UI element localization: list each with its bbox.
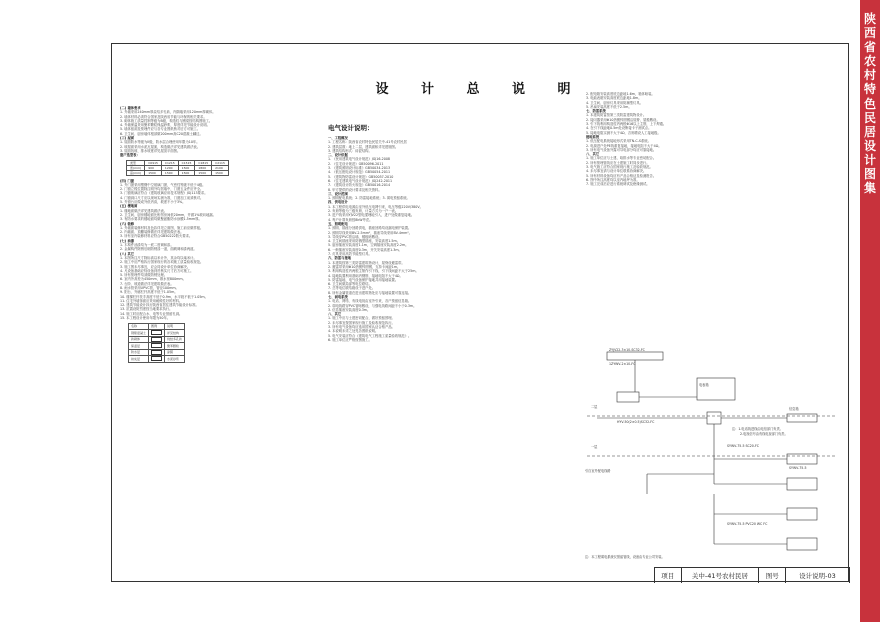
section-heading: (七) 油漆 xyxy=(120,238,135,243)
atlas-title-char: 农 xyxy=(863,54,876,69)
electrical-notes-heading: 电气设计说明： xyxy=(328,124,374,132)
note-line: 3. 所有室内装修材料应符合GB50222防火要求。 xyxy=(120,234,193,239)
note-line: 5. 接地电阻实测不大于4Ω，否则增设人工接地极。 xyxy=(586,130,661,135)
note-line: 7. 灯具采用高效节能型灯具。 xyxy=(328,252,372,257)
note-line: 3. 电气施工应符合国家现行施工及验收规范。 xyxy=(586,165,653,170)
table-cell: 涂膜 xyxy=(165,349,185,356)
note-line: 3. 进户线采用YJV22型电缆埋地引入，进户处做重复接地。 xyxy=(328,213,415,218)
diagram-label: SYWV-75-5 PVC20 WC FC xyxy=(727,522,768,526)
note-line: 1. 低压配电系统接地形式采用TN-C-S系统。 xyxy=(586,139,651,144)
table-cell: 900 xyxy=(145,165,162,170)
table-row xyxy=(129,356,185,363)
table-cell: 1500 xyxy=(178,170,195,175)
note-line: 1. 施工中应与土建密切配合，做好预留预埋。 xyxy=(328,316,395,321)
note-line: 3. 门窗玻璃应符合《建筑玻璃应用技术规程》JGJ113要求。 xyxy=(120,191,208,196)
note-line: 6. 卫生间、厨房墙体根部做200mm高C20混凝土翻边。 xyxy=(120,131,203,136)
note-line: 2. 配电箱安装高度底边距地1.6m，箱体暗装。 xyxy=(586,92,655,96)
section-heading: (四) 门窗 xyxy=(120,178,135,183)
diagram-label: HYV-50(2×0.5)SC32-FC xyxy=(617,420,655,424)
note-line: 9. 阳台、外廊栏杆高度不低于1.05m。 xyxy=(120,290,178,295)
note-line: 6. 图中所注高度均以室内地坪为准。 xyxy=(586,177,640,182)
note-line: 2. 金属构件除锈后刷防锈漆一道，面刷调和漆两道。 xyxy=(120,247,197,252)
table-cell: C1215 xyxy=(161,160,178,165)
section-heading: 二、设计依据 xyxy=(328,153,348,158)
note-line: 14. 施工时应配合水、电等专业预留孔洞。 xyxy=(120,311,183,316)
table-row xyxy=(129,343,185,350)
table-cell: 高(mm) xyxy=(127,170,145,175)
note-line: 2. 门窗立樘位置除注明外均居墙中，门窗五金件应齐全。 xyxy=(120,187,204,192)
diagram-label: 二层 xyxy=(591,405,598,409)
table-cell: 1500 xyxy=(212,170,229,175)
note-line: 3. 有防水要求的楼地面均做聚氨酯防水涂膜1.5mm厚。 xyxy=(120,217,202,222)
table-cell: 防水层 xyxy=(129,349,149,356)
note-line: 6. 室内外高差为450mm，散水宽800mm。 xyxy=(120,277,186,282)
table-cell: 说明 xyxy=(165,324,185,330)
legend-symbol xyxy=(151,330,162,335)
section-heading: (八) 其它 xyxy=(120,251,135,256)
note-line: 3. 《建筑照明设计标准》GB50034-2013 xyxy=(328,166,391,171)
section-heading: 八、其它 xyxy=(586,152,600,157)
table-cell: 聚苯颗粒 xyxy=(165,343,185,350)
note-line: 1. 外门窗采用塑钢中空玻璃门窗，气密性等级不低于4级。 xyxy=(120,182,206,187)
title-block-project-label: 项目 xyxy=(655,568,682,583)
table-cell: 砖砌体 xyxy=(129,336,149,343)
atlas-title-char: 西 xyxy=(863,26,876,41)
atlas-title-char: 图 xyxy=(863,167,876,182)
diagram-label: 信息箱 xyxy=(789,407,799,411)
drawing-sheet xyxy=(111,43,849,582)
note-line: 5. 所有预埋件均须做防锈处理。 xyxy=(120,273,168,278)
note-line: 4. 《低压配电设计规范》GB50054-2011 xyxy=(328,170,391,175)
legend-symbol xyxy=(151,343,162,348)
table-cell: 2100 xyxy=(212,165,229,170)
note-line: 4. 接地装置利用基础内钢筋，接地电阻不大于4Ω。 xyxy=(328,273,403,278)
note-line: 2. 接闪器采用Φ10热镀锌圆钢沿屋脊、屋檐敷设。 xyxy=(586,117,660,122)
section-heading: 接地系统 xyxy=(586,134,600,139)
section-heading: 三、设计范围 xyxy=(328,191,348,196)
section-heading: 七、弱电系统 xyxy=(328,294,348,299)
section-heading: 五、照明配电 xyxy=(328,221,348,226)
note-line: 2. 弱电线路穿PVC管暗敷设，与强电线路间距不小于0.3m。 xyxy=(328,303,417,308)
note-line: 7. 总等电位联结箱设于进户处。 xyxy=(328,286,376,291)
diagram-label: 引自室外配电线路 xyxy=(585,469,611,473)
note-line: 5. 吊扇安装高度不低于2.5m。 xyxy=(586,104,632,109)
note-line: 2. 未尽事宜按国家现行施工及验收规范执行。 xyxy=(328,320,395,325)
window-schedule-table xyxy=(126,160,229,176)
section-heading: (二) 墙体要求 xyxy=(120,106,141,110)
note-line: 12. 建筑节能设计执行陕西省居住建筑节能设计标准。 xyxy=(120,303,199,308)
note-line: 3. 利用构造柱内两根主筋作引下线，引下线间距不大于25m。 xyxy=(328,269,419,274)
diagram-label: SYWV-75-5 xyxy=(789,466,807,470)
diagram-note: 注：本工程弱电系统仅预留管线，设备由专业公司安装。 xyxy=(585,555,665,559)
note-line: 4. 外墙保温采用聚苯颗粒保温砂浆，厚度详见节能设计说明。 xyxy=(120,123,210,128)
note-line: 3. 导线穿PVC管沿墙、楼板暗敷设。 xyxy=(328,234,382,239)
atlas-title-char: 集 xyxy=(863,181,876,196)
atlas-title-char: 民 xyxy=(863,110,876,125)
material-legend-table xyxy=(128,323,185,363)
table-cell: 1200 xyxy=(161,165,178,170)
atlas-title-char: 居 xyxy=(863,124,876,139)
table-cell: 1500 xyxy=(161,170,178,175)
section-heading: (三) 屋面 xyxy=(120,136,135,141)
note-line: 3. 引下线利用构造柱内两根Φ16以上主筋，上下焊通。 xyxy=(586,122,667,127)
table-cell: 详见结构 xyxy=(165,330,185,337)
note-line: 1. 施工单位应与土建、给排水等专业密切配合。 xyxy=(586,156,657,161)
note-line: 6. 卫生间做局部等电位联结。 xyxy=(328,282,372,287)
table-row xyxy=(129,330,185,337)
atlas-title-char: 陕 xyxy=(863,12,876,26)
atlas-title-char: 计 xyxy=(863,152,876,167)
note-line: 3. 建筑结构形式：砖混结构。 xyxy=(328,148,372,153)
diagram-label: ZYJV22-3×10-SC32-FC xyxy=(609,348,645,352)
note-line: 3. 施工图未尽事宜，应会同设计单位协商解决。 xyxy=(120,264,191,269)
note-line: 1. 照明配电系统；2. 防雷接地系统；3. 弱电预留系统。 xyxy=(328,196,410,201)
note-line: 4. 在引下线距地0.5m处设断接卡子测试点。 xyxy=(586,126,652,131)
table-cell: 宽(mm) xyxy=(127,165,145,170)
note-line: 5. 外窗台应做成外低内高，坡度不小于3%。 xyxy=(120,200,186,205)
note-line: 2. 负荷等级为三级负荷，计量方式为一户一表。 xyxy=(328,209,399,214)
diagram-label: 一层 xyxy=(591,445,598,449)
section-heading: (五) 楼地面 xyxy=(120,204,138,209)
note-line: 5. 厨房插座安装高度1.1m，空调插座安装高度2.2m。 xyxy=(328,243,409,248)
note-line: 4. 卫生间插座采用防溅型插座，安装高度1.5m。 xyxy=(328,239,400,244)
page-title: 设 计 总 说 明 xyxy=(375,82,585,97)
table-cell: 类型 xyxy=(127,160,145,165)
table-cell: 钢筋混凝土 xyxy=(129,330,149,337)
note-line: 5. 防雷接地、电气设备保护接地共用接地装置。 xyxy=(328,277,399,282)
table-cell: C0915 xyxy=(145,160,162,165)
diagram-label: 2.电视信号由有线电视部门负责。 xyxy=(740,432,788,436)
table-row xyxy=(129,336,185,343)
note-line: 4. 未尽事宜请与设计单位联系协商解决。 xyxy=(586,169,647,174)
table-cell: 1800 xyxy=(195,165,212,170)
table-row xyxy=(127,170,229,175)
note-line: 7. 《建筑设计防火规范》GB50016-2014 xyxy=(328,183,391,188)
note-line: 4. 卫生间、厨房灯具采用防潮型灯具。 xyxy=(586,100,643,105)
note-line: 6. 一般插座安装高度0.3m，开关安装高度1.3m。 xyxy=(328,247,402,252)
note-line: 8. 甲方提供的设计要求及相关资料。 xyxy=(328,187,382,192)
note-line: 1. 外墙面装修材料及色彩详见立面图，施工前应做样板。 xyxy=(120,225,204,230)
table-cell: C1515 xyxy=(178,160,195,165)
system-diagram-lines xyxy=(577,344,847,566)
note-line: 4. 凡设备基础应待设备到货核实尺寸后方可施工。 xyxy=(120,268,194,273)
title-block-drawing-label: 图号 xyxy=(759,568,786,583)
title-block-drawing-number: 设计说明-03 xyxy=(786,568,850,583)
diagram-label: 电表箱 xyxy=(699,383,709,387)
note-line: 1. 外墙采用240mm厚烧结多孔砖，内隔墙采用120mm厚砌体。 xyxy=(120,110,216,115)
note-line: 2. 施工中应严格执行国家现行的各项施工质量验收规范。 xyxy=(120,260,204,265)
note-line: 3. 信息插座安装高度0.3m。 xyxy=(328,307,371,312)
table-cell: 1500 xyxy=(178,165,195,170)
table-cell: 名称 xyxy=(129,324,149,330)
note-line: 3. 所有电气设备外露可导电部分均应可靠接地。 xyxy=(586,147,657,152)
atlas-title-char: 色 xyxy=(863,96,876,111)
note-line: 3. 所有电气设备均应选用国家认证合格产品。 xyxy=(328,325,395,330)
note-line: 3. 砌体施工质量控制等级为B级，构造柱与圈梁按结构图施工。 xyxy=(120,118,213,123)
note-line: 15. 本工程设计使用年限为50年。 xyxy=(120,316,171,321)
weak-current-system-diagram xyxy=(577,344,847,566)
note-line: 4. 每户计算负荷按8kW考虑。 xyxy=(328,217,373,222)
note-line: 5. 墙体留洞及预埋件应与各专业图纸核对后方可施工。 xyxy=(120,127,201,132)
note-line: 1. 本工程供电电源由室外低压电网引来，电压等级220V/380V。 xyxy=(328,204,423,209)
note-line: 8. 所有金属管道在进出建筑物处应与接地装置可靠连接。 xyxy=(328,290,412,295)
note-line: 1. 屋面防水等级为II级，防水层合理使用年限为10年。 xyxy=(120,140,200,145)
architectural-notes-column xyxy=(120,106,280,363)
note-line: 2. 墙体材料必须符合国家及陕西省节能与环保的相关要求。 xyxy=(120,114,207,119)
atlas-title-char: 村 xyxy=(863,68,876,83)
note-line: 1. 照明、插座分回路供电，插座回路均设漏电保护装置。 xyxy=(328,226,412,231)
table-cell xyxy=(149,356,165,363)
note-line: 5. 电气安装应符合《建筑电气工程施工质量验收规范》。 xyxy=(328,333,412,338)
section-heading: 七、防雷系统 xyxy=(586,109,606,114)
atlas-title-char: 特 xyxy=(863,82,876,97)
note-line: 5. 《建筑物防雷设计规范》GB50057-2010 xyxy=(328,174,394,179)
atlas-title-char: 省 xyxy=(863,40,876,55)
section-heading: (六) 装修 xyxy=(120,221,135,226)
table-cell: 保温层 xyxy=(129,343,149,350)
section-heading: 四、供电设计 xyxy=(328,200,348,205)
atlas-title-char: 设 xyxy=(863,138,876,153)
note-line: 6. 《住宅建筑电气设计规范》JGJ242-2011 xyxy=(328,178,393,183)
note-line: 1. 本建筑按第三类防雷建筑物设计，屋脊设避雷带。 xyxy=(328,260,405,265)
table-cell: 1500 xyxy=(195,170,212,175)
table-cell: C1815 xyxy=(195,160,212,165)
title-block-project-name: 关中-41号农村民居 xyxy=(682,568,760,583)
legend-symbol xyxy=(151,337,162,342)
legend-symbol xyxy=(151,350,162,355)
note-line: 2. 照明导线采用BV-2.5mm²，插座导线采用BV-4mm²。 xyxy=(328,230,413,235)
note-line: 8. 雨水管采用UPVC管，管径100mm。 xyxy=(120,285,179,290)
note-line: 2. 电源进户处PE线重复接地，接地电阻不大于4Ω。 xyxy=(586,143,662,148)
note-line: 2. 坡屋面采用水泥瓦屋面，构造做法详见建筑做法表。 xyxy=(120,144,201,149)
title-block xyxy=(654,567,850,583)
electrical-notes-column xyxy=(328,124,560,342)
diagram-label: 1ZYWV-2×10-FC xyxy=(609,362,636,366)
section-heading: 六、防雷与接地 xyxy=(328,256,352,261)
note-line: 2. 建筑层数：地上二层，建筑面积详见建施图。 xyxy=(328,144,399,149)
note-line: 3. 电能表箱安装高度底边距地1.8m。 xyxy=(586,96,642,101)
section-heading: 八、其它 xyxy=(328,312,342,317)
note-line: 3. 屋面找坡、排水坡度详见屋顶平面图。 xyxy=(120,148,181,153)
note-line: 4. 本说明未详之处见各图纸说明。 xyxy=(328,329,379,334)
note-line: 1. 电话、网络、有线电视由室外引来，各户预留信息箱。 xyxy=(328,299,412,304)
note-line: 2. 内墙面、顶棚装修做法详见建筑做法表。 xyxy=(120,230,184,235)
table-cell: 图例 xyxy=(149,324,165,330)
note-line: 1. 本图所注尺寸除标高以米计外，其余均以毫米计。 xyxy=(120,255,197,260)
note-line: 7. 施工完成后应进行系统调试及绝缘测试。 xyxy=(586,182,650,187)
note-line: 10. 楼梯栏杆扶手高度不低于0.9m，水平段不低于1.05m。 xyxy=(120,294,208,299)
legend-symbol xyxy=(151,356,162,361)
atlas-title xyxy=(863,12,877,195)
table-cell: C2115 xyxy=(212,160,229,165)
note-line: 7. 台阶、坡道做法详见建筑做法表。 xyxy=(120,281,174,286)
note-line: 5. 所有材料设备均应有产品合格证及检测报告。 xyxy=(586,173,657,178)
note-line: 1. 工程名称：陕西省农村特色民居关中-41号农村民居 xyxy=(328,140,407,145)
note-line: 11. 住宅外墙饰面应采用耐候性好的材料。 xyxy=(120,298,183,303)
note-line: 4. 门窗洞口尺寸应以现场实测为准，门窗加工前须核对。 xyxy=(120,195,204,200)
note-line: 2. 避雷带采用Φ10热镀锌圆钢，支持卡间距1m。 xyxy=(328,264,401,269)
note-line: 2. 所有预埋管线应在土建施工时同步进行。 xyxy=(586,160,650,165)
table-cell: 水泥砂浆 xyxy=(165,356,185,363)
diagram-label: SYWV-75-5 SC20-FC xyxy=(727,444,760,448)
table-cell: 抹灰层 xyxy=(129,356,149,363)
note-line: 6. 施工单位应严格按图施工。 xyxy=(328,337,372,342)
note-line: 2. 《住宅设计规范》GB50096-2011 xyxy=(328,161,384,166)
section-heading: 窗户选型表： xyxy=(120,153,140,158)
note-line: 1. 本建筑防雷按第三类防雷建筑物设计。 xyxy=(586,113,647,118)
table-cell: 烧结多孔砖 xyxy=(165,336,185,343)
note-line: 2. 卫生间、厨房楼地面比相邻房间低20mm，并做1%坡向地漏。 xyxy=(120,212,216,217)
note-line: 1. 《民用建筑电气设计规范》JGJ16-2008 xyxy=(328,157,391,162)
note-line: 1. 木构件油漆均为一底二度调和漆。 xyxy=(120,243,174,248)
note-line: 1. 楼地面做法详见建筑做法表。 xyxy=(120,208,168,213)
section-heading: 一、工程概况 xyxy=(328,136,348,140)
diagram-label: 注：1.电话线进线由电信部门负责。 xyxy=(732,427,783,431)
table-cell: 1500 xyxy=(145,170,162,175)
electrical-notes-continued-column xyxy=(586,92,844,187)
note-line: 13. 抗震设防烈度按当地要求执行。 xyxy=(120,307,173,312)
